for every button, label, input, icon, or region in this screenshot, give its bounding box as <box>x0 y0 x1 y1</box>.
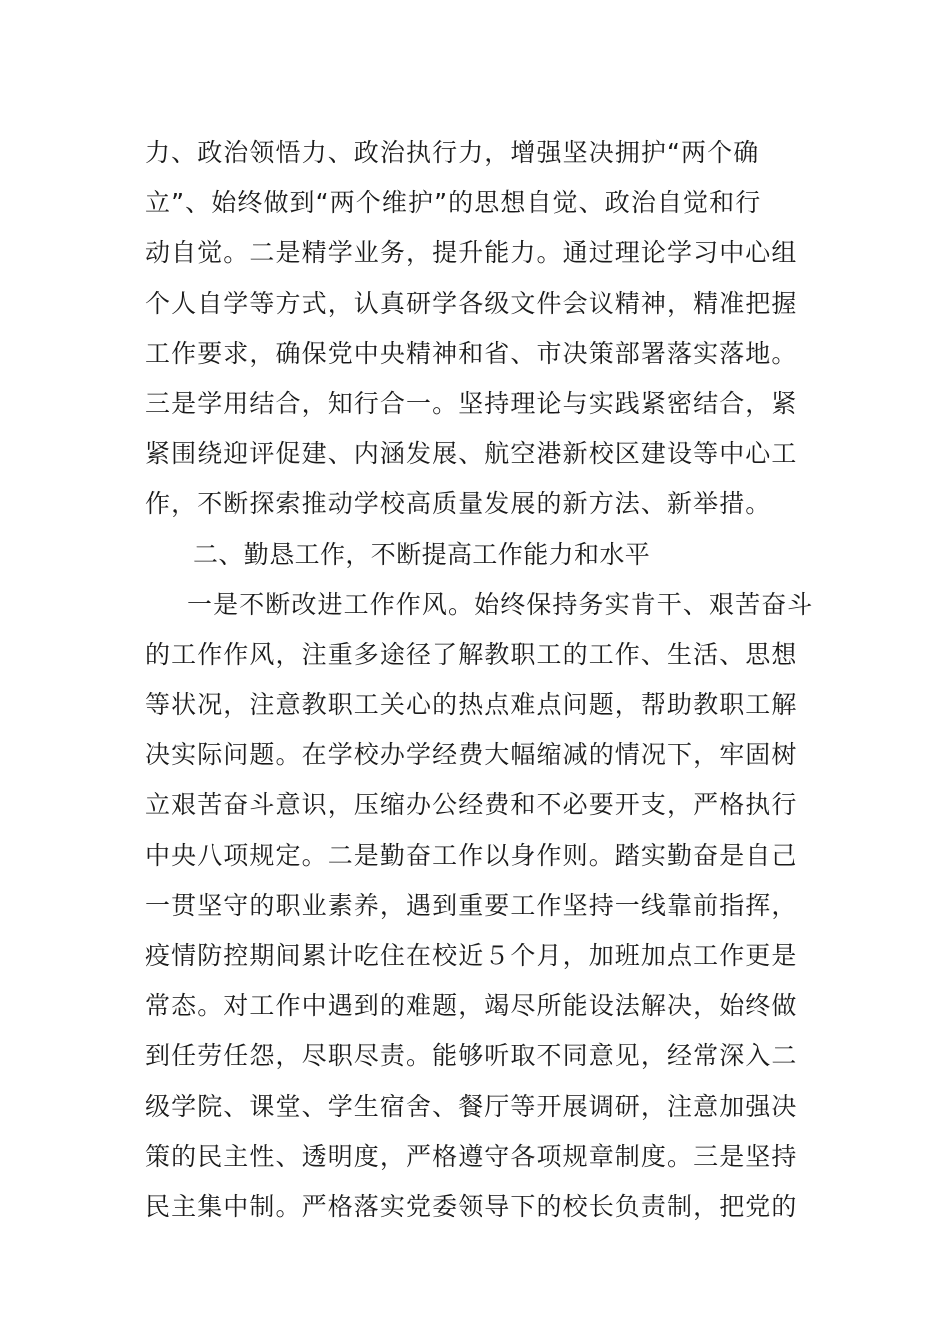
text-line: 策的民主性、透明度，严格遵守各项规章制度。三是坚持 <box>145 1141 798 1171</box>
text-line: 中央八项规定。二是勤奋工作以身作则。踏实勤奋是自己 <box>145 840 798 870</box>
text-line: 个人自学等方式，认真研学各级文件会议精神，精准把握 <box>145 288 798 318</box>
text-line: 工作要求，确保党中央精神和省、市决策部署落实落地。 <box>145 338 798 368</box>
text-line: 级学院、课堂、学生宿舍、餐厅等开展调研，注意加强决 <box>145 1091 798 1121</box>
text-line: 决实际问题。在学校办学经费大幅缩减的情况下，牢固树 <box>145 740 798 770</box>
text-line: 等状况，注意教职工关心的热点难点问题，帮助教职工解 <box>145 690 798 720</box>
text-line: 立”、始终做到“两个维护”的思想自觉、政治自觉和行 <box>145 188 762 218</box>
text-line: 动自觉。二是精学业务，提升能力。通过理论学习中心组 <box>145 238 798 268</box>
text-line: 一贯坚守的职业素养，遇到重要工作坚持一线靠前指挥， <box>145 890 798 920</box>
paragraph-first-line: 一是不断改进工作作风。始终保持务实肯干、艰苦奋斗 <box>187 589 814 619</box>
text-line: 的工作作风，注重多途径了解教职工的工作、生活、思想 <box>145 639 798 669</box>
text-line: 民主集中制。严格落实党委领导下的校长负责制，把党的 <box>145 1191 798 1221</box>
text-line: 立艰苦奋斗意识，压缩办公经费和不必要开支，严格执行 <box>145 790 798 820</box>
section-heading: 二、勤恳工作，不断提高工作能力和水平 <box>193 539 651 569</box>
text-line: 常态。对工作中遇到的难题，竭尽所能设法解决，始终做 <box>145 991 798 1021</box>
text-line: 作，不断探索推动学校高质量发展的新方法、新举措。 <box>145 489 772 519</box>
text-line: 疫情防控期间累计吃住在校近５个月，加班加点工作更是 <box>145 941 798 970</box>
text-line: 紧围绕迎评促建、内涵发展、航空港新校区建设等中心工 <box>145 439 798 469</box>
text-line: 三是学用结合，知行合一。坚持理论与实践紧密结合，紧 <box>145 388 798 418</box>
text-line: 力、政治领悟力、政治执行力，增强坚决拥护“两个确 <box>145 138 760 167</box>
body-text <box>145 128 815 1232</box>
text-line: 到任劳任怨，尽职尽责。能够听取不同意见，经常深入二 <box>145 1041 798 1071</box>
